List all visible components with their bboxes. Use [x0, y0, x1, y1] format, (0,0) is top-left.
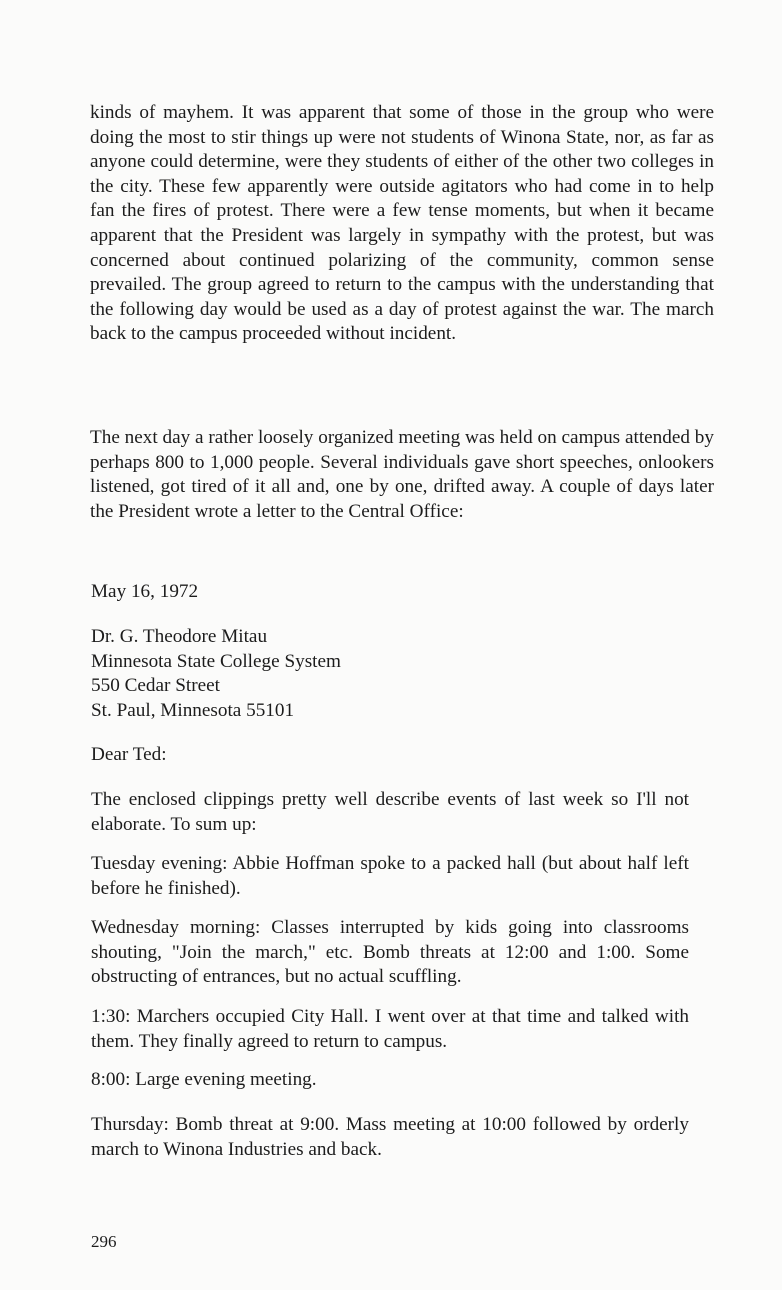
letter-salutation: Dear Ted:: [91, 744, 167, 765]
body-paragraph-2-text: The next day a rather loosely organized meeting was held on campus attended by perhaps 800 to 1,000 people. Several individuals gave short speeches, onlookers listened, got tired of it all and, one by one, drifted away. A couple of days later the President wrote a letter to the Central Office:: [90, 427, 714, 522]
letter-intro: The enclosed clippings pretty well describe events of last week so I'll not elaborate. To sum up:: [91, 789, 689, 835]
page-number: 296: [91, 1232, 117, 1251]
body-paragraph-2: [90, 426, 714, 524]
letter-entry-thursday: Thursday: Bomb threat at 9:00. Mass meeting at 10:00 followed by orderly march to Winona Industries and back.: [91, 1114, 689, 1160]
address-line-3: 550 Cedar Street: [91, 675, 220, 697]
address-line-4: St. Paul, Minnesota 55101: [91, 699, 295, 721]
letter-address-block: [91, 625, 689, 723]
letter-entry-wednesday: Wednesday morning: Classes interrupted by kids going into classrooms shouting, "Join the march," etc. Bomb threats at 12:00 and 1:00. Some obstructing of entrances, but no actual scuffling.: [91, 917, 689, 988]
body-paragraph-1: kinds of mayhem. It was apparent that some of those in the group who were doing the most to stir things up were not students of Winona State, nor, as far as anyone could determine, were they students of either of the other two colleges in the city. These few apparently were outside agitators who had come in to help fan the fires of protest. There were a few tense moments, but when it became apparent that the President was largely in sympathy with the protest, but was concerned about continued polarizing of the community, common sense prevailed. The group agreed to return to the campus with the understanding that the following day would be used as a day of protest against the war. The march back to the campus proceeded without incident.: [90, 102, 714, 345]
letter-date: May 16, 1972: [91, 581, 199, 602]
letter-entry-130: 1:30: Marchers occupied City Hall. I went over at that time and talked with them. They finally agreed to return to campus.: [91, 1006, 689, 1052]
address-line-2: Minnesota State College System: [91, 650, 341, 672]
address-line-1: Dr. G. Theodore Mitau: [91, 626, 268, 647]
letter-entry-800: 8:00: Large evening meeting.: [91, 1069, 317, 1090]
letter-entry-tuesday: Tuesday evening: Abbie Hoffman spoke to a packed hall (but about half left before he finished).: [91, 853, 689, 899]
